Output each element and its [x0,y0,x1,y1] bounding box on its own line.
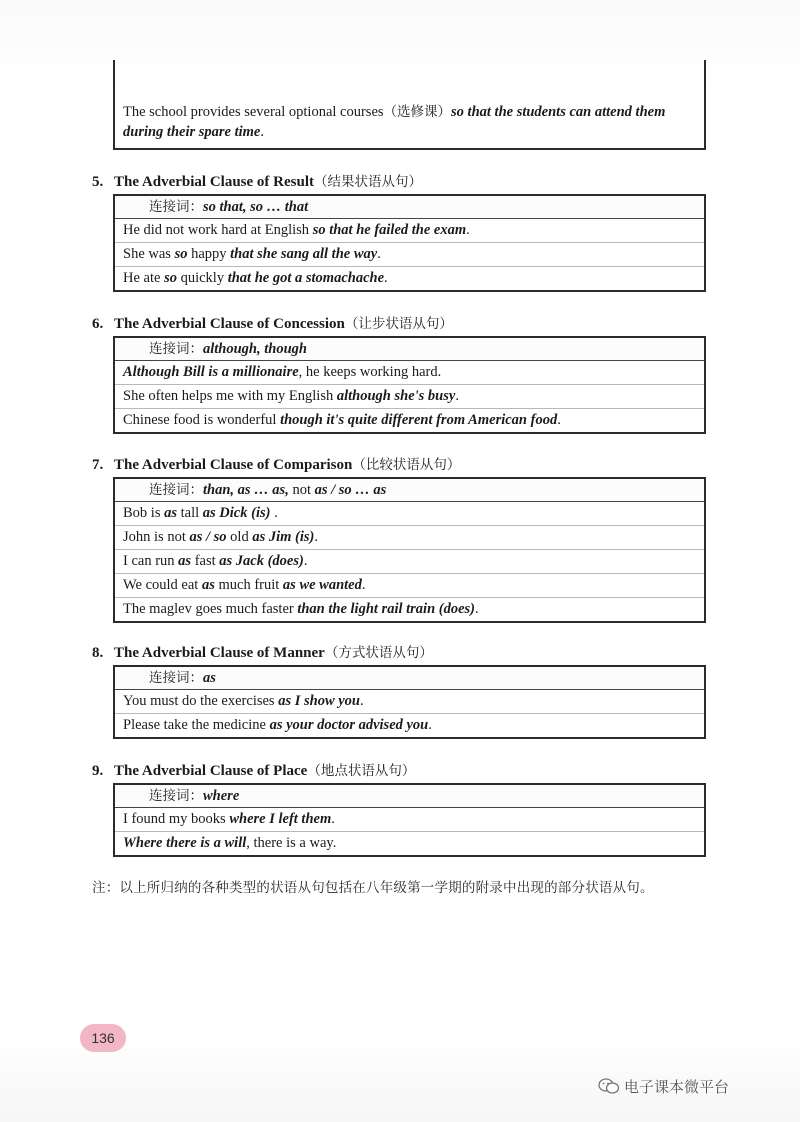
section-number: 8. [92,645,104,661]
text: . [475,601,479,617]
text: . [314,529,318,545]
section-heading-cn: （结果状语从句） [314,174,423,190]
section-manner [92,641,712,739]
text: . [303,553,308,569]
section-heading: The Adverbial Clause of Comparison [114,457,353,473]
text: She often helps me with my English [123,388,337,404]
section-heading: The Adverbial Clause of Place [114,763,308,779]
connector-label: 连接词： [149,341,203,357]
example-clause: than the light rail train (does) [297,601,476,617]
connector-row [115,196,704,219]
example-clause: where I left them [229,811,332,827]
example-row [115,409,704,432]
example-clause: as Jim (is) [252,529,315,545]
text: fast [191,553,220,569]
section-title [92,759,712,783]
connector-row [115,479,704,502]
text: , he keeps working hard. [298,364,442,380]
example-table [113,194,706,292]
text: . [270,505,278,521]
section-number: 6. [92,316,104,332]
example-row [115,526,704,550]
connector-row [115,785,704,808]
text: He ate [123,270,165,286]
example-row [115,574,704,598]
continuation-line-2 [123,124,264,141]
example-row [115,690,704,714]
example-row [115,550,704,574]
section-result [92,170,712,292]
connector-row [115,338,704,361]
watermark [598,1076,729,1099]
connector-row [115,667,704,690]
example-row [115,243,704,267]
example-row [115,598,704,621]
example-clause: Where there is a will [123,835,247,851]
footnote: 注：以上所归纳的各种类型的状语从句包括在八年级第一学期的附录中出现的部分状语从句。 [92,880,654,896]
text: Please take the medicine [123,717,270,733]
example-row [115,385,704,409]
connector-words: as / so … as [314,482,387,498]
example-row [115,219,704,243]
section-heading: The Adverbial Clause of Concession [114,316,345,332]
example-row [115,808,704,832]
section-number: 7. [92,457,104,473]
text: . [360,693,364,709]
connector-label: 连接词： [149,482,203,498]
example-clause: so that the students can attend them [451,104,666,120]
example-clause: although she's busy [336,388,456,404]
text: John is not [123,529,190,545]
connector-label: 连接词： [149,199,203,215]
example-table [113,336,706,434]
example-row [115,714,704,737]
section-heading: The Adverbial Clause of Manner [114,645,325,661]
section-title [92,641,712,665]
connector-word: as [201,577,215,593]
page-number: 136 [80,1024,126,1052]
text: happy [187,246,231,262]
text-cn: （选修课） [383,104,452,120]
text: He did not work hard at English [123,222,313,238]
section-heading-cn: （方式状语从句） [324,645,433,661]
example-clause: Although Bill is a millionaire [123,364,299,380]
example-clause: as we wanted [282,577,362,593]
connector-words: than, as … as, [203,482,289,498]
text: . [466,222,470,238]
section-concession [92,312,712,434]
example-row [115,502,704,526]
example-clause: as Jack (does) [219,553,304,569]
text: . [455,388,459,404]
connector-word: so [164,270,177,286]
text: Bob is [123,505,165,521]
connector-words: although, though [203,341,307,357]
text: I found my books [123,811,230,827]
text: , there is a way. [246,835,337,851]
example-clause: as Dick (is) [202,505,271,521]
text: Chinese food is wonderful [123,412,281,428]
section-heading-cn: （让步状语从句） [344,316,453,332]
text: much fruit [214,577,283,593]
connector-word: as / so [189,529,227,545]
continuation-box [113,60,706,150]
text: You must do the exercises [123,693,279,709]
example-table [113,665,706,739]
text: I can run [123,553,179,569]
section-heading-cn: （比较状语从句） [352,457,461,473]
text: old [226,529,253,545]
text: . [377,246,381,262]
example-clause: during their spare time [123,124,261,140]
example-clause: that he got a stomachache [227,270,385,286]
section-title [92,170,712,194]
connector-word: so [174,246,188,262]
example-row [115,267,704,290]
text: . [331,811,335,827]
text: She was [123,246,175,262]
section-heading: The Adverbial Clause of Result [114,174,315,190]
text: . [384,270,388,286]
connector-words: as [203,670,216,686]
connector-words: where [203,788,240,804]
text: quickly [176,270,228,286]
watermark-text: 电子课本微平台 [624,1078,730,1096]
section-title [92,453,712,477]
section-title [92,312,712,336]
section-comparison [92,453,712,623]
example-clause: though it's quite different from American food [280,412,558,428]
text: The maglev goes much faster [123,601,298,617]
connector-word: as [178,553,192,569]
text: We could eat [123,577,202,593]
text: tall [177,505,203,521]
example-table [113,783,706,857]
example-row [115,361,704,385]
example-clause: so that he failed the exam [312,222,467,238]
example-clause: as your doctor advised you [269,717,429,733]
text: The school provides several optional courses [123,104,384,120]
wechat-icon [598,1077,620,1099]
text: . [260,124,264,140]
connector-word: as [164,505,177,521]
connector-label: 连接词： [149,788,203,804]
example-clause: that she sang all the way [230,246,378,262]
section-heading-cn: （地点状语从句） [307,763,416,779]
text: . [428,717,432,733]
connector-label: 连接词： [149,670,203,686]
text: . [557,412,561,428]
example-table [113,477,706,623]
example-row [115,832,704,855]
section-place [92,759,712,857]
section-number: 9. [92,763,104,779]
connector-words: so that, so … that [203,199,309,215]
text: not [288,482,315,498]
section-number: 5. [92,174,104,190]
text: . [361,577,366,593]
example-clause: as I show you [278,693,360,709]
continuation-line-1 [123,100,665,121]
